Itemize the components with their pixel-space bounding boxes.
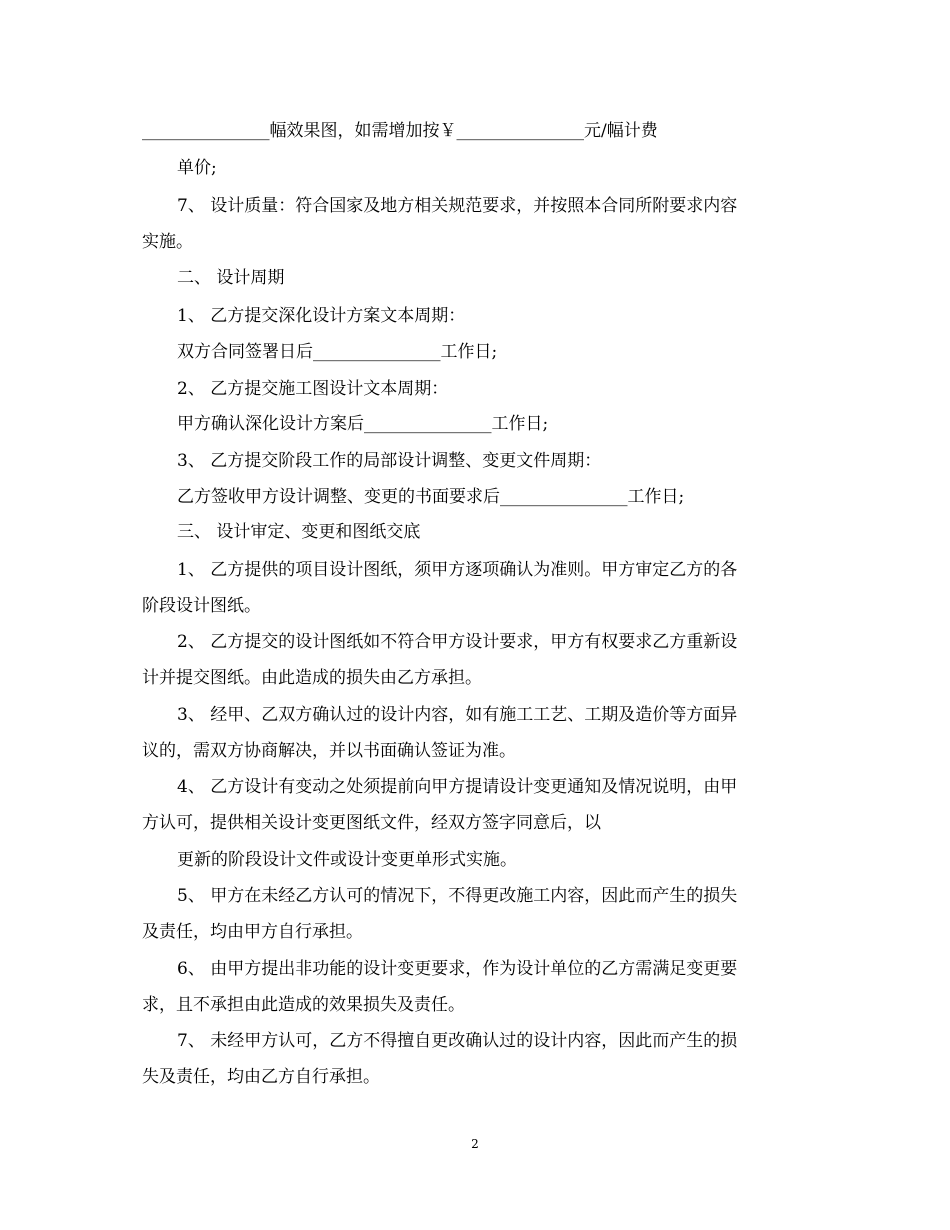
text-line: 甲方确认深化设计方案后_______________工作日; [177, 414, 549, 434]
text-line: 计并提交图纸。由此造成的损失由乙方承担。 [142, 668, 482, 688]
text-line: 实施。 [142, 232, 193, 252]
text-line: 3、 乙方提交阶段工作的局部设计调整、变更文件周期： [177, 451, 602, 471]
text-line: 单价; [177, 158, 217, 178]
text-line: 7、 设计质量：符合国家及地方相关规范要求，并按照本合同所附要求内容 [177, 196, 738, 216]
text-line: _______________幅效果图，如需增加按￥_______________元/幅计费 [142, 121, 658, 141]
text-line: 3、 经甲、乙双方确认过的设计内容，如有施工工艺、工期及造价等方面异 [177, 705, 738, 725]
text-line: 6、 由甲方提出非功能的设计变更要求，作为设计单位的乙方需满足变更要 [177, 959, 738, 979]
text-line: 2、 乙方提交施工图设计文本周期： [177, 379, 449, 399]
page-number: 2 [471, 1137, 479, 1151]
text-line: 2、 乙方提交的设计图纸如不符合甲方设计要求，甲方有权要求乙方重新设 [177, 632, 738, 652]
text-line: 方认可，提供相关设计变更图纸文件，经双方签字同意后，以 [142, 813, 601, 833]
text-line: 1、 乙方提供的项目设计图纸，须甲方逐项确认为准则。甲方审定乙方的各 [177, 560, 738, 580]
text-line: 4、 乙方设计有变动之处须提前向甲方提请设计变更通知及情况说明，由甲 [177, 777, 738, 797]
text-line: 求，且不承担由此造成的效果损失及责任。 [142, 995, 465, 1015]
text-line: 7、 未经甲方认可，乙方不得擅自更改确认过的设计内容，因此而产生的损 [177, 1031, 738, 1051]
section-heading: 三、 设计审定、变更和图纸交底 [177, 522, 421, 542]
section-heading: 二、 设计周期 [177, 268, 285, 288]
text-line: 更新的阶段设计文件或设计变更单形式实施。 [177, 850, 517, 870]
text-line: 5、 甲方在未经乙方认可的情况下，不得更改施工内容，因此而产生的损失 [177, 886, 738, 906]
text-line: 双方合同签署日后_______________工作日; [177, 342, 498, 362]
text-line: 失及责任，均由乙方自行承担。 [142, 1067, 380, 1087]
text-line: 阶段设计图纸。 [142, 596, 261, 616]
text-line: 及责任，均由甲方自行承担。 [142, 922, 363, 942]
text-line: 1、 乙方提交深化设计方案文本周期： [177, 306, 466, 326]
text-line: 乙方签收甲方设计调整、变更的书面要求后_______________工作日; [177, 487, 685, 507]
text-line: 议的，需双方协商解决，并以书面确认签证为准。 [142, 741, 516, 761]
